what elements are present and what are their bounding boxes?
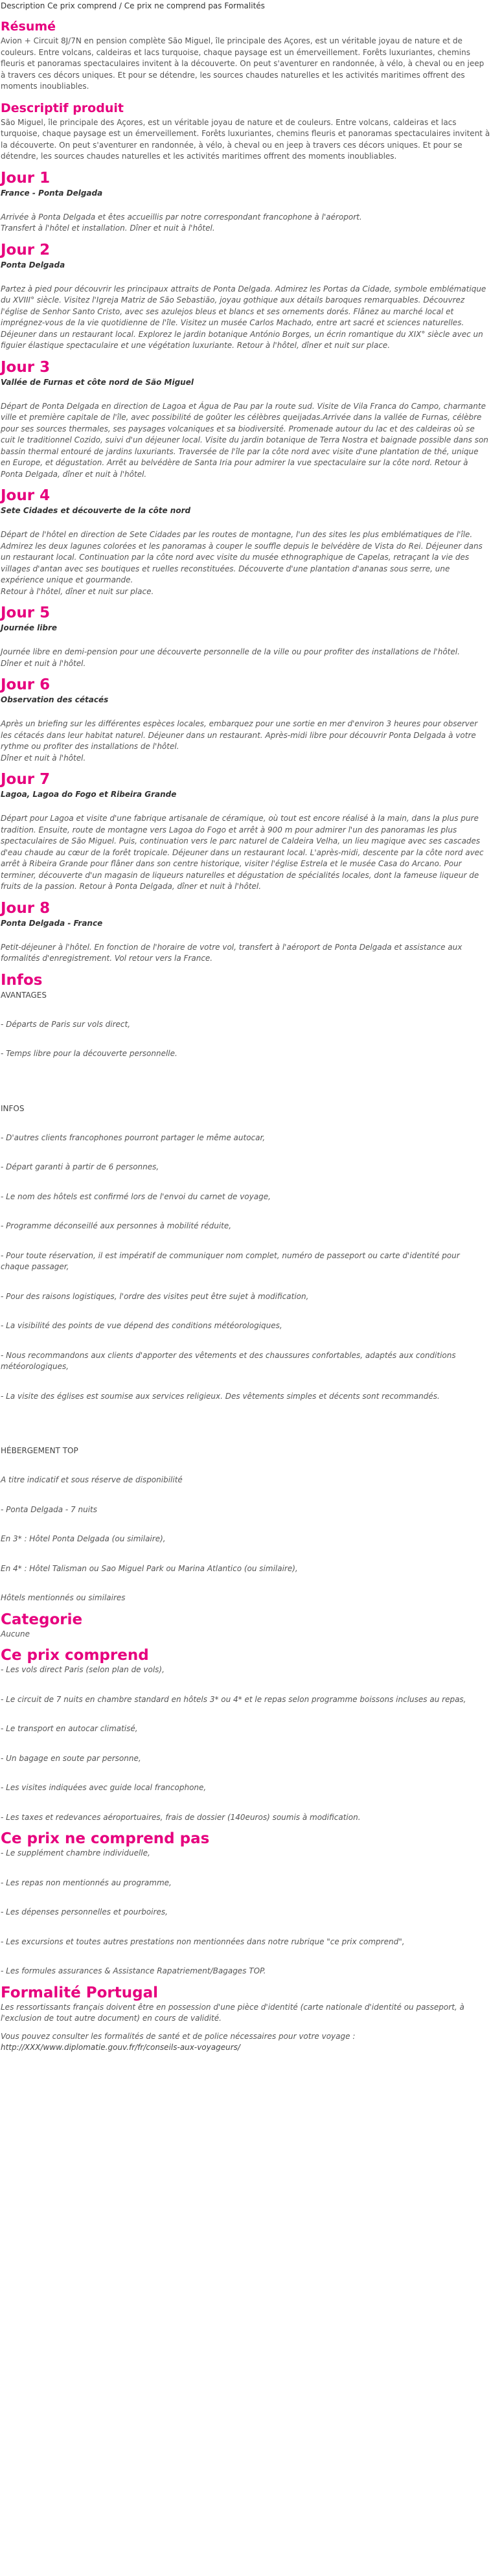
hebergement-item: - Ponta Delgada - 7 nuits (1, 1504, 98, 1514)
formalite-text: Les ressortissants français doivent être en possession d'une pièce d'identité (carte nationale d'identité ou passeport, à l'exclusion de tout autre document) en cours de validité. (1, 2002, 464, 2023)
ne-comprend-item: - Les excursions et toutes autres prestations non mentionnées dans notre rubrique "ce prix comprend", (1, 1937, 405, 1946)
tab-ce-prix-comprend[interactable]: Ce prix comprend (47, 1, 117, 10)
infos-heading: INFOS (1, 1103, 25, 1113)
day-8-text: Petit-déjeuner à l'hôtel. En fonction de l'horaire de votre vol, transfert à l'aéroport de Ponta Delgada et assistance aux formalités d'enregistrement. Vol retour vers la France. (1, 942, 462, 963)
day-4-title: Jour 4 (1, 487, 51, 504)
comprend-item: - Les vols direct Paris (selon plan de vols), (1, 1665, 165, 1674)
hebergement-item: En 4* : Hôtel Talisman ou Sao Miguel Park ou Marina Atlantico (ou similaire), (1, 1563, 298, 1573)
day-4-subtitle: Sete Cidades et découverte de la côte nord (1, 506, 191, 515)
day-5-title: Jour 5 (1, 604, 51, 621)
info-item: - Pour des raisons logistiques, l'ordre des visites peut être sujet à modification, (1, 1291, 309, 1301)
info-item: - Départ garanti à partir de 6 personnes, (1, 1162, 159, 1171)
day-6-title: Jour 6 (1, 676, 51, 693)
day-5-text: Journée libre en demi-pension pour une découverte personnelle de la ville ou pour profiter des installations de l'hôtel. Dîner et nuit à l'hôtel. (1, 647, 460, 668)
day-3-subtitle: Vallée de Furnas et côte nord de São Miguel (1, 377, 194, 387)
avantage-item: - Temps libre pour la découverte personnelle. (1, 1049, 177, 1058)
resume-title: Résumé (1, 19, 56, 34)
day-8-title: Jour 8 (1, 899, 51, 917)
tab-formalites[interactable]: Formalités (224, 1, 265, 10)
comprend-title: Ce prix comprend (1, 1647, 149, 1664)
hebergement-item: Hôtels mentionnés ou similaires (1, 1593, 126, 1602)
day-4-text: Départ de l'hôtel en direction de Sete Cidades par les routes de montagne, l'un des sites les plus emblématiques de l'île. Admirez les deux lagunes colorées et les panoramas à couper le souffle depuis le belvédère de Vista do Rei. Déjeuner dans un restaurant local. Continuation par la côte nord avec visite du musée ethnographique de Capelas, retraçant la vie des villages d'antan avec ses boutiques et ruelles reconstituées. Découverte d'une plantation d'ananas sous serre, une expérience unique et gourmande. Retour à l'hôtel, dîner et nuit sur place. (1, 530, 483, 596)
info-item: - Nous recommandons aux clients d'apporter des vêtements et des chaussures confortables, adaptés aux conditions météorologiques, (1, 1350, 456, 1371)
ne-comprend-item: - Les dépenses personnelles et pourboires, (1, 1907, 168, 1916)
day-8-subtitle: Ponta Delgada - France (1, 918, 103, 928)
day-3-text: Départ de Ponta Delgada en direction de Lagoa et Água de Pau par la route sud. Visite de Vila Franca do Campo, charmante ville et première capitale de l'île, avec possibilité de goûter les célèbres queijadas.Arrivée dans la vallée de Furnas, célèbre pour ses sources thermales, ses paysages volcaniques et sa biodiversité. Promenade autour du lac et des caldeiras où se cuit le traditionnel Cozido, suivi d'un déjeuner local. Visite du jardin botanique de Terra Nostra et baignade possible dans son bassin thermal entouré de jardins luxuriants. Traversée de l'île par la côte nord avec visite d'une plantation de thé, unique en Europe, et dégustation. Arrêt au belvédère de Santa Iria pour admirer la vue spectaculaire sur la côte nord. Retour à Ponta Delgada, dîner et nuit à l'hôtel. (1, 401, 488, 479)
formalite-title: Formalité Portugal (1, 1984, 159, 2001)
day-6-subtitle: Observation des cétacés (1, 695, 109, 704)
tab-ce-prix-ne-comprend-pas[interactable]: Ce prix ne comprend pas (124, 1, 222, 10)
formalite-health-text: Vous pouvez consulter les formalités de santé et de police nécessaires pour votre voyage : http://XXX/www.diplomatie.gouv.fr/fr/conseils-aux-voyageurs/ (1, 2031, 490, 2054)
comprend-item: - Le transport en autocar climatisé, (1, 1724, 138, 1733)
info-item: - D'autres clients francophones pourront partager le même autocar, (1, 1133, 266, 1142)
hebergement-item: En 3* : Hôtel Ponta Delgada (ou similaire), (1, 1534, 166, 1543)
avantage-item: - Départs de Paris sur vols direct, (1, 1019, 131, 1029)
ne-comprend-item: - Les formules assurances & Assistance Rapatriement/Bagages TOP. (1, 1966, 266, 1975)
info-item: - Programme déconseillé aux personnes à mobilité réduite, (1, 1221, 232, 1230)
categorie-value: Aucune (1, 1629, 30, 1639)
ne-comprend-item: - Les repas non mentionnés au programme, (1, 1878, 172, 1887)
day-7-title: Jour 7 (1, 771, 51, 788)
tab-description[interactable]: Description (1, 1, 45, 10)
comprend-item: - Un bagage en soute par personne, (1, 1753, 141, 1763)
day-3-title: Jour 3 (1, 358, 51, 376)
day-2-text: Partez à pied pour découvrir les principaux attraits de Ponta Delgada. Admirez les Portas da Cidade, symbole emblématique du XVIII° siècle. Visitez l'Igreja Matriz de São Sebastião, joyau gothique aux détails baroques remarquables. Découvrez l'église de Senhor Santo Cristo, avec ses azulejos bleus et blancs et ses ornements dorés. Flânez au marché local et imprégnez-vous de la vie quotidienne de l'île. Visitez un musée Carlos Machado, entre art sacré et sciences naturelles. Déjeuner dans un restaurant local. Explorez le jardin botanique António Borges, un écrin romantique du XIX° siècle avec un figuier élastique spectaculaire et une végétation luxuriante. Retour à l'hôtel, dîner et nuit sur place. (1, 284, 486, 350)
avantages-heading: AVANTAGES (1, 990, 47, 1000)
diplomatie-link[interactable]: http://XXX/www.diplomatie.gouv.fr/fr/conseils-aux-voyageurs/ (1, 2043, 240, 2052)
ne-comprend-item: - Le supplément chambre individuelle, (1, 1848, 150, 1857)
resume-text: Avion + Circuit 8J/7N en pension complète São Miguel, île principale des Açores, est un véritable joyau de nature et de couleurs. Entre volcans, caldeiras et lacs turquoise, chaque paysage est un émerveillement. Forêts luxuriantes, chemins fleuris et panoramas spectaculaires invitent à la découverte. On peut s'aventurer en randonnée, à vélo, à cheval ou en jeep à travers ces décors uniques. Et pour se détendre, les sources chaudes naturelles et les activités maritimes offrent des moments inoubliables. (1, 36, 485, 91)
day-2-title: Jour 2 (1, 241, 51, 259)
infos-title: Infos (1, 971, 43, 989)
comprend-item: - Les visites indiquées avec guide local francophone, (1, 1783, 207, 1792)
day-6-text: Après un briefing sur les différentes espèces locales, embarquez pour une sortie en mer d'environ 3 heures pour observer les cétacés dans leur habitat naturel. Déjeuner dans un restaurant. Après-midi libre pour découvrir Ponta Delgada à votre rythme ou profiter des installations de l'hôtel. Dîner et nuit à l'hôtel. (1, 719, 478, 763)
tab-bar: Description Ce prix comprend / Ce prix ne comprend pas Formalités (1, 1, 265, 10)
comprend-item: - Le circuit de 7 nuits en chambre standard en hôtels 3* ou 4* et le repas selon programme boissons incluses au repas, (1, 1694, 466, 1704)
info-item: - La visibilité des points de vue dépend des conditions météorologiques, (1, 1321, 282, 1330)
hebergement-item: A titre indicatif et sous réserve de disponibilité (1, 1475, 183, 1484)
info-item: - Le nom des hôtels est confirmé lors de l'envoi du carnet de voyage, (1, 1191, 271, 1201)
day-7-text: Départ pour Lagoa et visite d'une fabrique artisanale de céramique, où tout est encore réalisé à la main, dans la plus pure tradition. Ensuite, route de montagne vers Lagoa do Fogo et arrêt à 900 m pour admirer l'un des panoramas les plus spectaculaires de São Miguel. Puis, continuation vers le parc naturel de Caldeira Velha, un lieu magique avec ses cascades d'eau chaude au cœur de la forêt tropicale. Déjeuner dans un restaurant local. L'après-midi, descente par la côte nord avec arrêt à Ribeira Grande pour flâner dans son centre historique, visiter l'église Estrela et le musée Casa do Arcano. Pour terminer, découverte d'un magasin de liqueurs naturelles et dégustation de spécialités locales, dont la fameuse liqueur de fruits de la passion. Retour à Ponta Delgada, dîner et nuit à l'hôtel. (1, 814, 484, 891)
categorie-title: Categorie (1, 1611, 83, 1628)
comprend-item: - Les taxes et redevances aéroportuaires, frais de dossier (140euros) soumis à modification. (1, 1812, 361, 1822)
day-1-title: Jour 1 (1, 169, 51, 187)
descriptif-text: São Miguel, île principale des Açores, est un véritable joyau de nature et de couleurs. Entre volcans, caldeiras et lacs turquoise, chaque paysage est un émerveillement. Forêts luxuriantes, chemins fleuris et panoramas spectaculaires invitent à la découverte. On peut s'aventurer en randonnée, à vélo, à cheval ou en jeep à travers ces décors uniques. Et pour se détendre, les sources chaudes naturelles et les activités maritimes offrent des moments inoubliables. (1, 117, 490, 161)
descriptif-title: Descriptif produit (1, 100, 124, 115)
day-1-subtitle: France - Ponta Delgada (1, 188, 103, 198)
day-5-subtitle: Journée libre (1, 623, 58, 632)
day-1-text: Arrivée à Ponta Delgada et êtes accueillis par notre correspondant francophone à l'aéroport. Transfert à l'hôtel et installation. Dîner et nuit à l'hôtel. (1, 212, 362, 233)
day-7-subtitle: Lagoa, Lagoa do Fogo et Ribeira Grande (1, 790, 177, 799)
day-2-subtitle: Ponta Delgada (1, 260, 65, 270)
hebergement-heading: HÉBERGEMENT TOP (1, 1446, 78, 1455)
ne-comprend-title: Ce prix ne comprend pas (1, 1830, 210, 1847)
info-item: - Pour toute réservation, il est impératif de communiquer nom complet, numéro de passeport ou carte d'identité pour chaque passager, (1, 1250, 460, 1271)
info-item: - La visite des églises est soumise aux services religieux. Des vêtements simples et décents sont recommandés. (1, 1391, 440, 1401)
